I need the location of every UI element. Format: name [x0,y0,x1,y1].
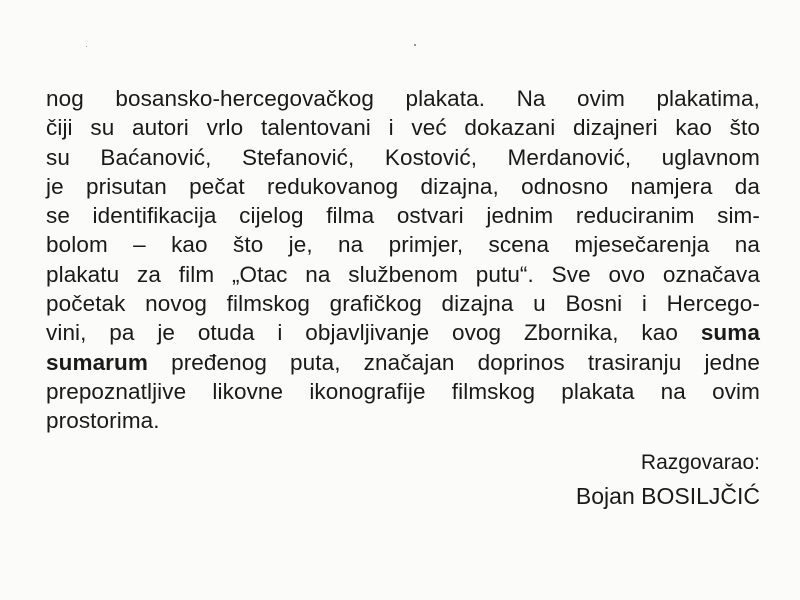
bold-term: sumarum [46,349,148,375]
interviewer-role: Razgovarao: [640,451,760,474]
interviewer-last-name: BOSILJČIĆ [641,483,760,509]
text-line: prostorima. [46,408,160,434]
text-line: se identifikacija cijelog filma ostvari jednim reduciranim sim- [46,203,760,229]
text-line-with-bold [46,348,760,377]
text-line: prepoznatljive likovne ikonografije filmskog plakata na ovim [46,378,760,404]
paper-speck [86,46,87,47]
text-line: plakatu za film „Otac na službenom putu“. Sve ovo označava [46,261,760,287]
text-segment: pređenog puta, značajan doprinos trasiranju jedne [171,349,760,375]
signature-block [576,448,760,514]
text-line: početak novog filmskog grafičkog dizajna u Bosni i Hercego- [46,291,760,317]
interviewer-first-name: Bojan [575,483,635,509]
bold-term: suma [700,320,760,346]
text-line: bolom – kao što je, na primjer, scena mjesečarenja na [46,232,760,258]
text-line: su Baćanović, Stefanović, Kostović, Merdanović, uglavnom [46,144,760,170]
body-paragraph [46,84,760,436]
text-segment: vini, pa je otuda i objavljivanje ovog Zbornika, kao [46,320,679,346]
text-line: nog bosansko-hercegovačkog plakata. Na ovim plakatima, [46,86,760,111]
interviewer-name [576,478,760,514]
text-line: čiji su autori vrlo talentovani i već dokazani dizajneri kao što [46,115,760,141]
text-line-with-bold [46,318,760,347]
text-line: je prisutan pečat redukovanog dizajna, odnosno namjera da [46,173,760,199]
paper-speck [414,44,416,46]
